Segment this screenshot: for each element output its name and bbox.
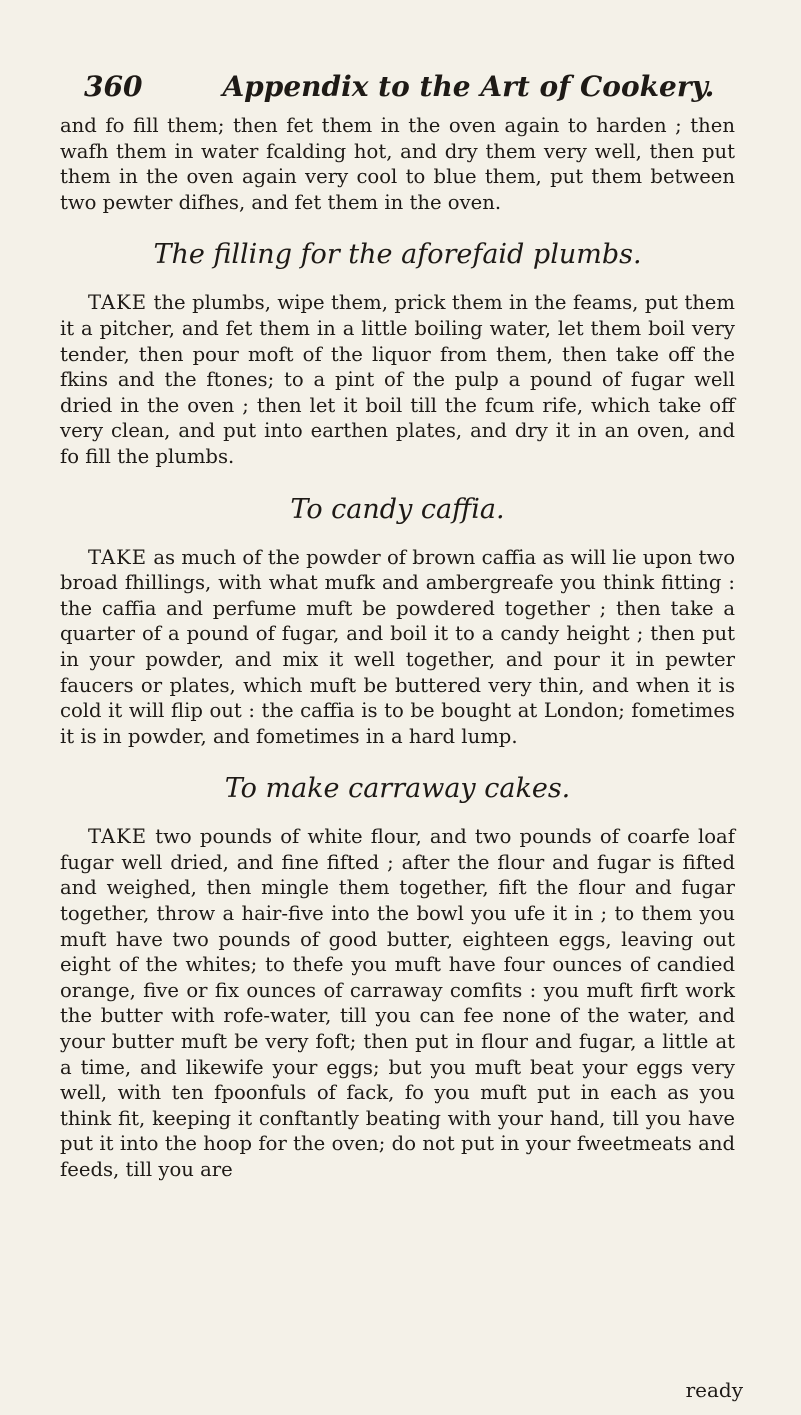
running-title: Appendix to the Art of Cookery. [222,70,715,103]
section-text: the plumbs, wipe them, prick them in the feams, put them it a pitcher, and fet them in a little boiling water, let them boil very tender, then pour moft of the liquor from them, then take off the fkins and the ftones; to a pint of the pulp a pound of fugar well dried in the oven ; then let it boil till the fcum rife, which take off very clean, and put into earthen plates, and dry it in an oven, and fo fill the plumbs. [60,291,735,468]
catchword: ready [685,1378,743,1402]
section-title-candy-cassia: To candy caffia. [290,493,505,525]
section-text: two pounds of white flour, and two pounds of coarfe loaf fugar well dried, and fine fifted ; after the flour and fugar is fifted and weighed, then mingle them together, fift the flour and fugar together, throw a hair-five into the bowl you ufe it in ; to them you muft have two pounds of good butter, eighteen eggs, leaving out eight of the whites; to thefe you muft have four ounces of candied orange, five or fix ounces of carraway comfits : you muft firft work the butter with rofe-water, till you can fee none of the water, and your butter muft be very foft; then put in flour and fugar, a little at a time, and likewife your eggs; but you muft beat your eggs very well, with ten fpoonfuls of fack, fo you muft put in each as you think fit, keeping it conftantly beating with your hand, till you have put it into the hoop for the oven; do not put in your fweetmeats and feeds, till you are [60,825,735,1181]
section-lead-word: TAKE [88,545,148,569]
intro-paragraph: and fo fill them; then fet them in the oven again to harden ; then wafh them in water fcalding hot, and dry them very well, then put them in the oven again very cool to blue them, put them between two pewter difhes, and fet them in the oven. [60,114,735,214]
section-title-carraway-cakes: To make carraway cakes. [224,773,571,805]
section-title-plumb-filling: The filling for the aforefaid plumbs. [153,239,642,271]
running-head [84,70,735,103]
section-lead-word: TAKE [88,825,148,849]
section-body-plumb-filling [60,290,735,469]
section-body-candy-cassia [60,545,735,750]
section-lead-word: TAKE [88,291,148,315]
section-body-carraway-cakes [60,824,735,1182]
section-text: as much of the powder of brown caffia as will lie upon two broad fhillings, with what mufk and ambergreafe you think fitting : the caffia and perfume muft be powdered together ; then take a quarter of a pound of fugar, and boil it to a candy height ; then put in your powder, and mix it well together, and pour it in pewter faucers or plates, which muft be buttered very thin, and when it is cold it will flip out : the caffia is to be bought at London; fometimes it is in powder, and fometimes in a hard lump. [60,545,735,748]
page-number: 360 [84,70,143,103]
